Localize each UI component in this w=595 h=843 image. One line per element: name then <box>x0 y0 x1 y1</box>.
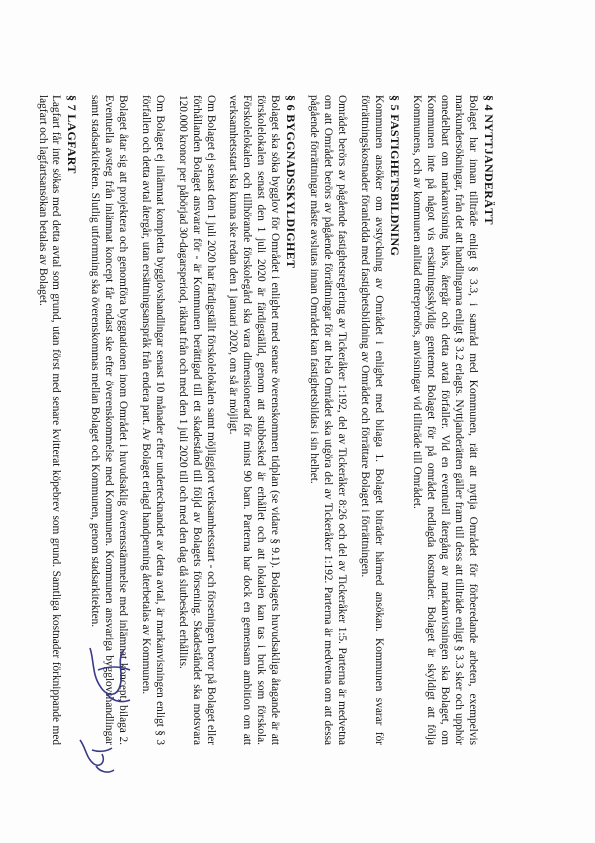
section-heading: § 7 LAGFART <box>65 95 80 174</box>
paragraph: Kommunen ansöker om avstyckning av Området i enlighet med bilaga 1. Bolaget biträder härmed ansökan. Kommunen svarar för förrättningskostnader föranledda med fastighetsbildning av Området och förrättare Bolaget i förrättningen. <box>358 95 385 745</box>
paragraph: Om Bolaget ej inlämnat kompletta bygglovshandlingar senast 10 månader efter undertecknandet av detta avtal, är markanvisningen enligt § 3 förfallen och detta avtal återgår, utan ersättningsanspråk från endera part. Av Bolaget erlagd handpenning återbetalas av Kommunen. <box>139 95 166 745</box>
section-nyttjanderatt <box>410 95 495 745</box>
section-fastighetsbildning <box>306 95 400 745</box>
paragraph: Bolaget har innan tillträde enligt § 3.3, i samråd med Kommunen, rätt att nyttja Området för förberedande arbeten, exempelvis markundersökningar, från det att handlingarna enligt § 3.2 erlagts. Nyttjanderätten gäller fram till dess att tillträde enligt § 3.3 sker och upphör omedelbart om markanvisning hävs, återgår och detta avtal förfaller. Vid en eventuell återgång av markanvisningen ska Bolaget, om Kommunen inte på något vis ersättningsskyldig gentemot Bolaget för på området nedlagda kostnader. Bolaget är skyldigt att följa Kommunens, och av kommunen anlitad entreprenörs, anvisningar vid tillträde till Området. <box>411 95 480 745</box>
section-heading: § 5 FASTIGHETSBILDNING <box>387 95 402 257</box>
paragraph: Lagfart får inte sökas med detta avtal som grund, utan först med senare kvitterat köpebrev som grund. Samtliga kostnader förknippande med lagfart och lagfartsansökan betalas av Bolaget. <box>36 95 63 745</box>
paragraph: Området berörs av pågående fastighetsreglering av Tickeråker 1:192, del av Tickeråker 8:26 och del av Tickeråker 1:5. Parterna är medvetna om att Området berörs av pågående förrättningar för att hela Området ska utgöra del av Tickeråker 1:192. Parterna är medvetna om att dessa pågående förrättningar måste avslutas innan Området kan fastighetsbildas i sin helhet. <box>308 95 348 745</box>
section-heading: § 4 NYTTJANDERÄTT <box>482 95 496 225</box>
paragraph: Bolaget åtar sig att projektera och genomföra byggnationen inom Området i huvudsaklig överensstämmelse med inlämnat koncept, bilaga 2. Eventuella avsteg från inlämnat koncept får endast ske efter överenskommelse med Kommunen. Kommunen ansvariga bygglovshandlingar samt stadsarkitekten. Slutlig utformning ska överenskommas mellan Bolaget och Kommunen, genom stadsarkitekten. <box>89 95 130 745</box>
signature-initials-1 <box>80 640 140 710</box>
section-lagfart <box>35 95 79 745</box>
section-heading: § 6 BYGGNADSSKYLDIGHET <box>284 95 299 269</box>
paragraph: Bolaget ska söka bygglov för Området i enlighet med senare överenskommen tidplan (se vidare § 9.1). Bolagets huvudsakliga åtagande är att förskolelokalen senast den 1 juli 2020 är färdigställd, genom att stubbesked är erhållet och att lokalen kan tas i bruk som förskola. Förskolelokalen och tillhörande förskolegård ska vara dimensionerad för minst 90 barn. Parterna har dock en gemensam ambition om att verksamhetsstart ska kunna ske redan den 1 januari 2020, om så är möjligt. <box>227 95 282 745</box>
paragraph: Om Bolaget ej senast den 1 juli 2020 har färdigställt förskolelokalen samt möjliggjort verksamhetsstart - och förseningen beror på Bolaget eller förhållanden Bolaget ansvarar för - är Kommunen berättigad till ett skadestånd till följd av Bolagets försening. Skadeståndet ska motsvara 120.000 kronor per påbörjad 30-dagarsperiod, räknat från och med den 1 juli 2020 till och med den dag då slutbesked erhållits. <box>176 95 217 745</box>
signature-initials-2 <box>72 730 122 780</box>
